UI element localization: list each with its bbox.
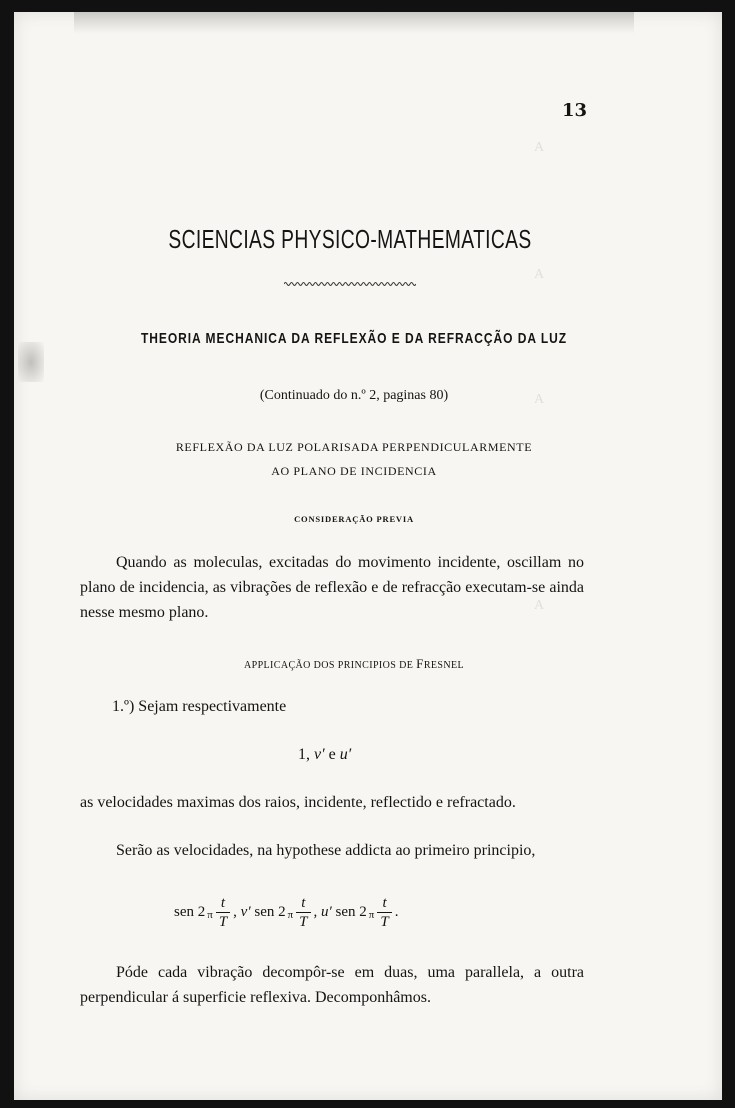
applicacao-heading	[14, 656, 694, 672]
formula-term2-prefix: sen 2	[250, 903, 286, 920]
fraction-denominator: T	[380, 913, 389, 930]
article-title: THEORIA MECHANICA DA REFLEXÃO E DA REFRACÇÃO DA LUZ	[140, 330, 568, 347]
formula-pi: π	[287, 909, 294, 921]
paragraph-3: Serão as velocidades, na hypothese addicta ao primeiro principio,	[116, 842, 536, 859]
formula-pi: π	[207, 909, 213, 921]
consideracao-heading: CONSIDERAÇÃO PREVIA	[294, 514, 414, 524]
page-number: 13	[562, 100, 588, 121]
scan-smudge-top	[74, 12, 634, 34]
fraction-numerator: t	[220, 894, 226, 911]
section-title: SCIENCIAS PHYSICO-MATHEMATICAS	[168, 224, 532, 254]
bleed-through-mark: A	[534, 598, 545, 613]
formula-u-prime: u′	[339, 746, 352, 763]
item-1: 1.º) Sejam respectivamente	[112, 698, 287, 715]
subtitle-line-2: AO PLANO DE INCIDENCIA	[271, 464, 437, 478]
fraction-numerator: t	[382, 894, 387, 911]
fraction-denominator: T	[299, 913, 308, 930]
applicacao-heading-part1: APPLICAÇÃO DOS PRINCIPIOS DE	[243, 660, 417, 671]
formula-one: 1,	[298, 746, 314, 763]
formula-fraction	[216, 894, 230, 931]
formula-separator: ,	[313, 903, 322, 920]
formula-period: .	[394, 903, 399, 920]
paragraph-4: Póde cada vibração decompôr-se em duas, uma parallela, a outra perpendicular á superficie reflexiva. Decomponhâmos.	[80, 964, 584, 1006]
document-page	[14, 12, 722, 1100]
paragraph-1: Quando as moleculas, excitadas do movimento incidente, oscillam no plano de incidencia, as vibrações de reflexão e de refracção executam-se ainda nesse mesmo plano.	[80, 554, 584, 621]
formula-sines	[174, 884, 398, 940]
formula-velocities	[298, 746, 351, 764]
fraction-numerator: t	[301, 894, 306, 911]
formula-v-prime: v′	[240, 903, 251, 920]
formula-separator: ,	[233, 903, 241, 920]
continuation-note: (Continuado do n.º 2, paginas 80)	[259, 388, 449, 403]
bleed-through-mark: A	[534, 140, 545, 155]
formula-v-prime: v′	[314, 746, 325, 763]
formula-fraction	[296, 894, 310, 931]
ornamental-divider	[284, 280, 416, 288]
fraction-denominator: T	[218, 913, 228, 930]
formula-fraction	[377, 894, 391, 931]
subtitle-line-1: REFLEXÃO DA LUZ POLARISADA PERPENDICULARMENTE	[175, 440, 533, 454]
bleed-through-mark: A	[534, 267, 545, 282]
applicacao-heading-rest: RESNEL	[423, 660, 464, 671]
applicacao-heading-initial: F	[416, 656, 424, 671]
formula-and: e	[324, 746, 340, 763]
paragraph-2: as velocidades maximas dos raios, incidente, reflectido e refractado.	[80, 794, 516, 811]
bleed-through-mark: A	[534, 392, 545, 407]
formula-term3-prefix: sen 2	[331, 903, 367, 920]
formula-pi: π	[368, 909, 375, 921]
scan-smudge-left	[18, 342, 44, 382]
formula-u-prime: u′	[321, 903, 332, 920]
formula-term1-prefix: sen 2	[174, 903, 206, 920]
